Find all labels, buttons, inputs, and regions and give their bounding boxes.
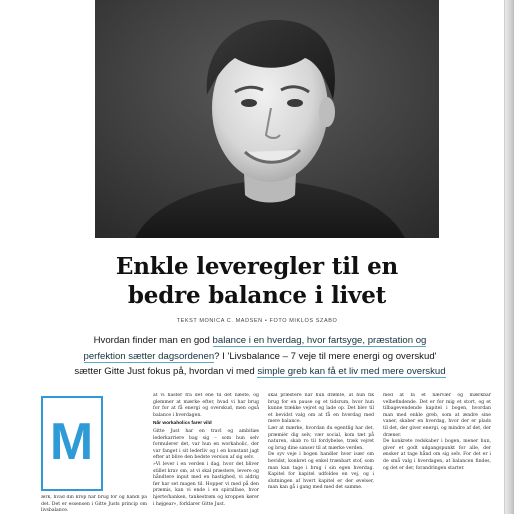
intro-text-2: ? I 'Livsbalance – 7 veje til mere energi og overskud' [214, 350, 437, 362]
intro-text-3: sætter Gitte Just fokus på, hvordan vi med [74, 366, 258, 378]
intro-highlight-2: perfektion sætter dagsordenen [83, 350, 215, 362]
body-column-4 [383, 393, 491, 514]
byline: TEKST MONICA C. MADSEN • FOTO MIKLOS SZABO [176, 318, 338, 324]
body-column-1 [41, 495, 147, 514]
article-headline [60, 252, 454, 310]
intro-paragraph [74, 333, 446, 380]
intro-text-1: Hvordan finder man en god [93, 335, 213, 346]
column-2-paragraph-2: Gitte Just har en travl og ambitiøs lederkarriere bag sig – som hun selv formulerer det, var hun en workaholic, der var fanget i sit lederliv og i en konstant jagt efter at blive den bedste version af sig selv. [153, 428, 259, 461]
portrait-photo [95, 0, 439, 238]
dropcap-letter: M [49, 413, 94, 471]
dropcap-box [41, 396, 103, 491]
column-4-paragraph-1: med at få et nærvær og mærkbar velbefindende. Det er for mig et stort, og et tilbagevendende kapitel i bogen, hvordan man med enkle greb, som at ændre sine vaner, skaber en hverdag, hvor der er plads til det, der giver energi, og mindre af det, der dræner. [383, 393, 491, 438]
book-spine [505, 0, 514, 514]
column-1-text: ærk, hvad din krop har brug for og handl på det. Det er essensen i Gitte Justs princip om livsbalance. [41, 495, 147, 514]
headline-line-2: bedre balance i livet [127, 282, 387, 309]
headline-line-1: Enkle leveregler til en [115, 253, 399, 280]
intro-highlight-1: balance i en hverdag, hvor fartsyge, præstation og [212, 335, 427, 346]
intro-highlight-3: simple greb kan få et liv med mere overskud [257, 366, 446, 378]
column-2-subheading: Når workaholics farer vild [153, 421, 212, 427]
column-3-paragraph-2: Lær at mærke, hvordan du egentlig har det, præmiér dig selv, vær social, kom tæt på naturen, skab ro til fordybelse, træk vejret og brug dine sanser til at mærke verden. [268, 425, 374, 451]
column-2-paragraph-1: at vi haster fra det ene til det næste, og glemmer at mærke efter, hvad vi har brug for for at få energi og overskud, men også balance i hverdagen. [153, 393, 259, 418]
column-3-paragraph-1: skal præstere når hun drømte, at hun fik brug for en pause og et tidsrum, hvor hun kunne trække vejret og lade op. Det blev til et bevidst valg om at få en hverdag med mere balance. [268, 393, 374, 425]
body-column-2 [153, 393, 259, 514]
column-2-paragraph-3: »Vi lever i en verden i dag, hvor det bliver stillet krav om, at vi skal præstere, levere og håndtere input med en hastighed, vi aldrig før har set magen til. Hopper vi med på den præmis, kan vi ende i en spiralfase, hvor hjerte/hanken, tankestrøm og kroppen kører i højgear«, forklarer Gitte Just. [153, 461, 259, 507]
column-4-paragraph-2: De konkrete redskaber i bogen, mener hun, giver et godt udgangspunkt for alle, der ønsker at tage hånd om sig selv. For det er i de små valg i hverdagen, at balancen findes, og det er der, forandringen starter. [383, 439, 491, 471]
column-3-paragraph-3: De syv veje i bogen handler hver især om bevidst, konkret og enkel trænbart stof, som man kan tage i brug i sin egen hverdag. Kapitel for kapitel udfoldes en vej, og i slutningen af hvert kapitel er der øvelser, man kan gå i gang med med det samme. [268, 452, 374, 491]
body-column-3 [268, 393, 374, 514]
